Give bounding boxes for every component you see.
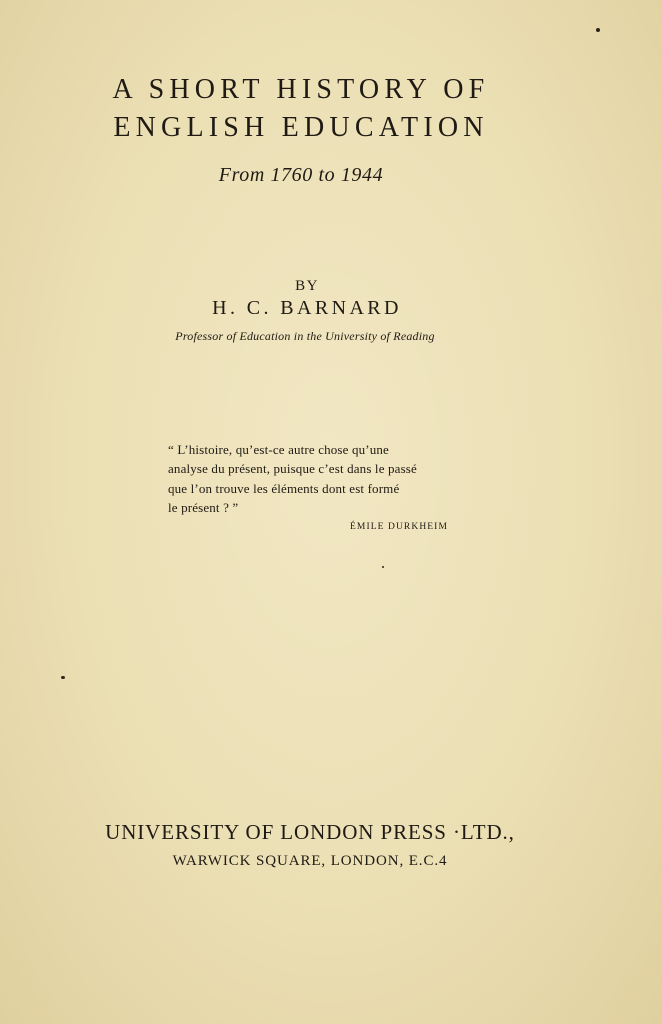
book-title-line-2: ENGLISH EDUCATION: [113, 112, 489, 143]
publisher-name: UNIVERSITY OF LONDON PRESS ·LTD.,: [105, 820, 515, 844]
epigraph-line: analyse du présent, puisque c’est dans le passé: [168, 461, 417, 477]
author-affiliation: Professor of Education in the University of Reading: [175, 329, 435, 343]
epigraph-line: le présent ? ”: [168, 499, 239, 515]
epigraph: [168, 440, 458, 517]
ink-speck: [596, 28, 600, 32]
book-title-line-1: A SHORT HISTORY OF: [112, 74, 490, 105]
byline-by: BY: [295, 278, 319, 294]
epigraph-line: que l’on trouve les éléments dont est formé: [168, 480, 400, 496]
publisher-address: WARWICK SQUARE, LONDON, E.C.4: [172, 853, 448, 869]
book-subtitle: From 1760 to 1944: [218, 164, 384, 186]
epigraph-attribution: ÉMILE DURKHEIM: [350, 522, 448, 532]
author-name: H. C. BARNARD: [212, 297, 402, 319]
ink-speck: [61, 676, 65, 679]
ink-speck: [382, 566, 384, 568]
epigraph-line: “ L’histoire, qu’est-ce autre chose qu’une: [168, 442, 389, 457]
